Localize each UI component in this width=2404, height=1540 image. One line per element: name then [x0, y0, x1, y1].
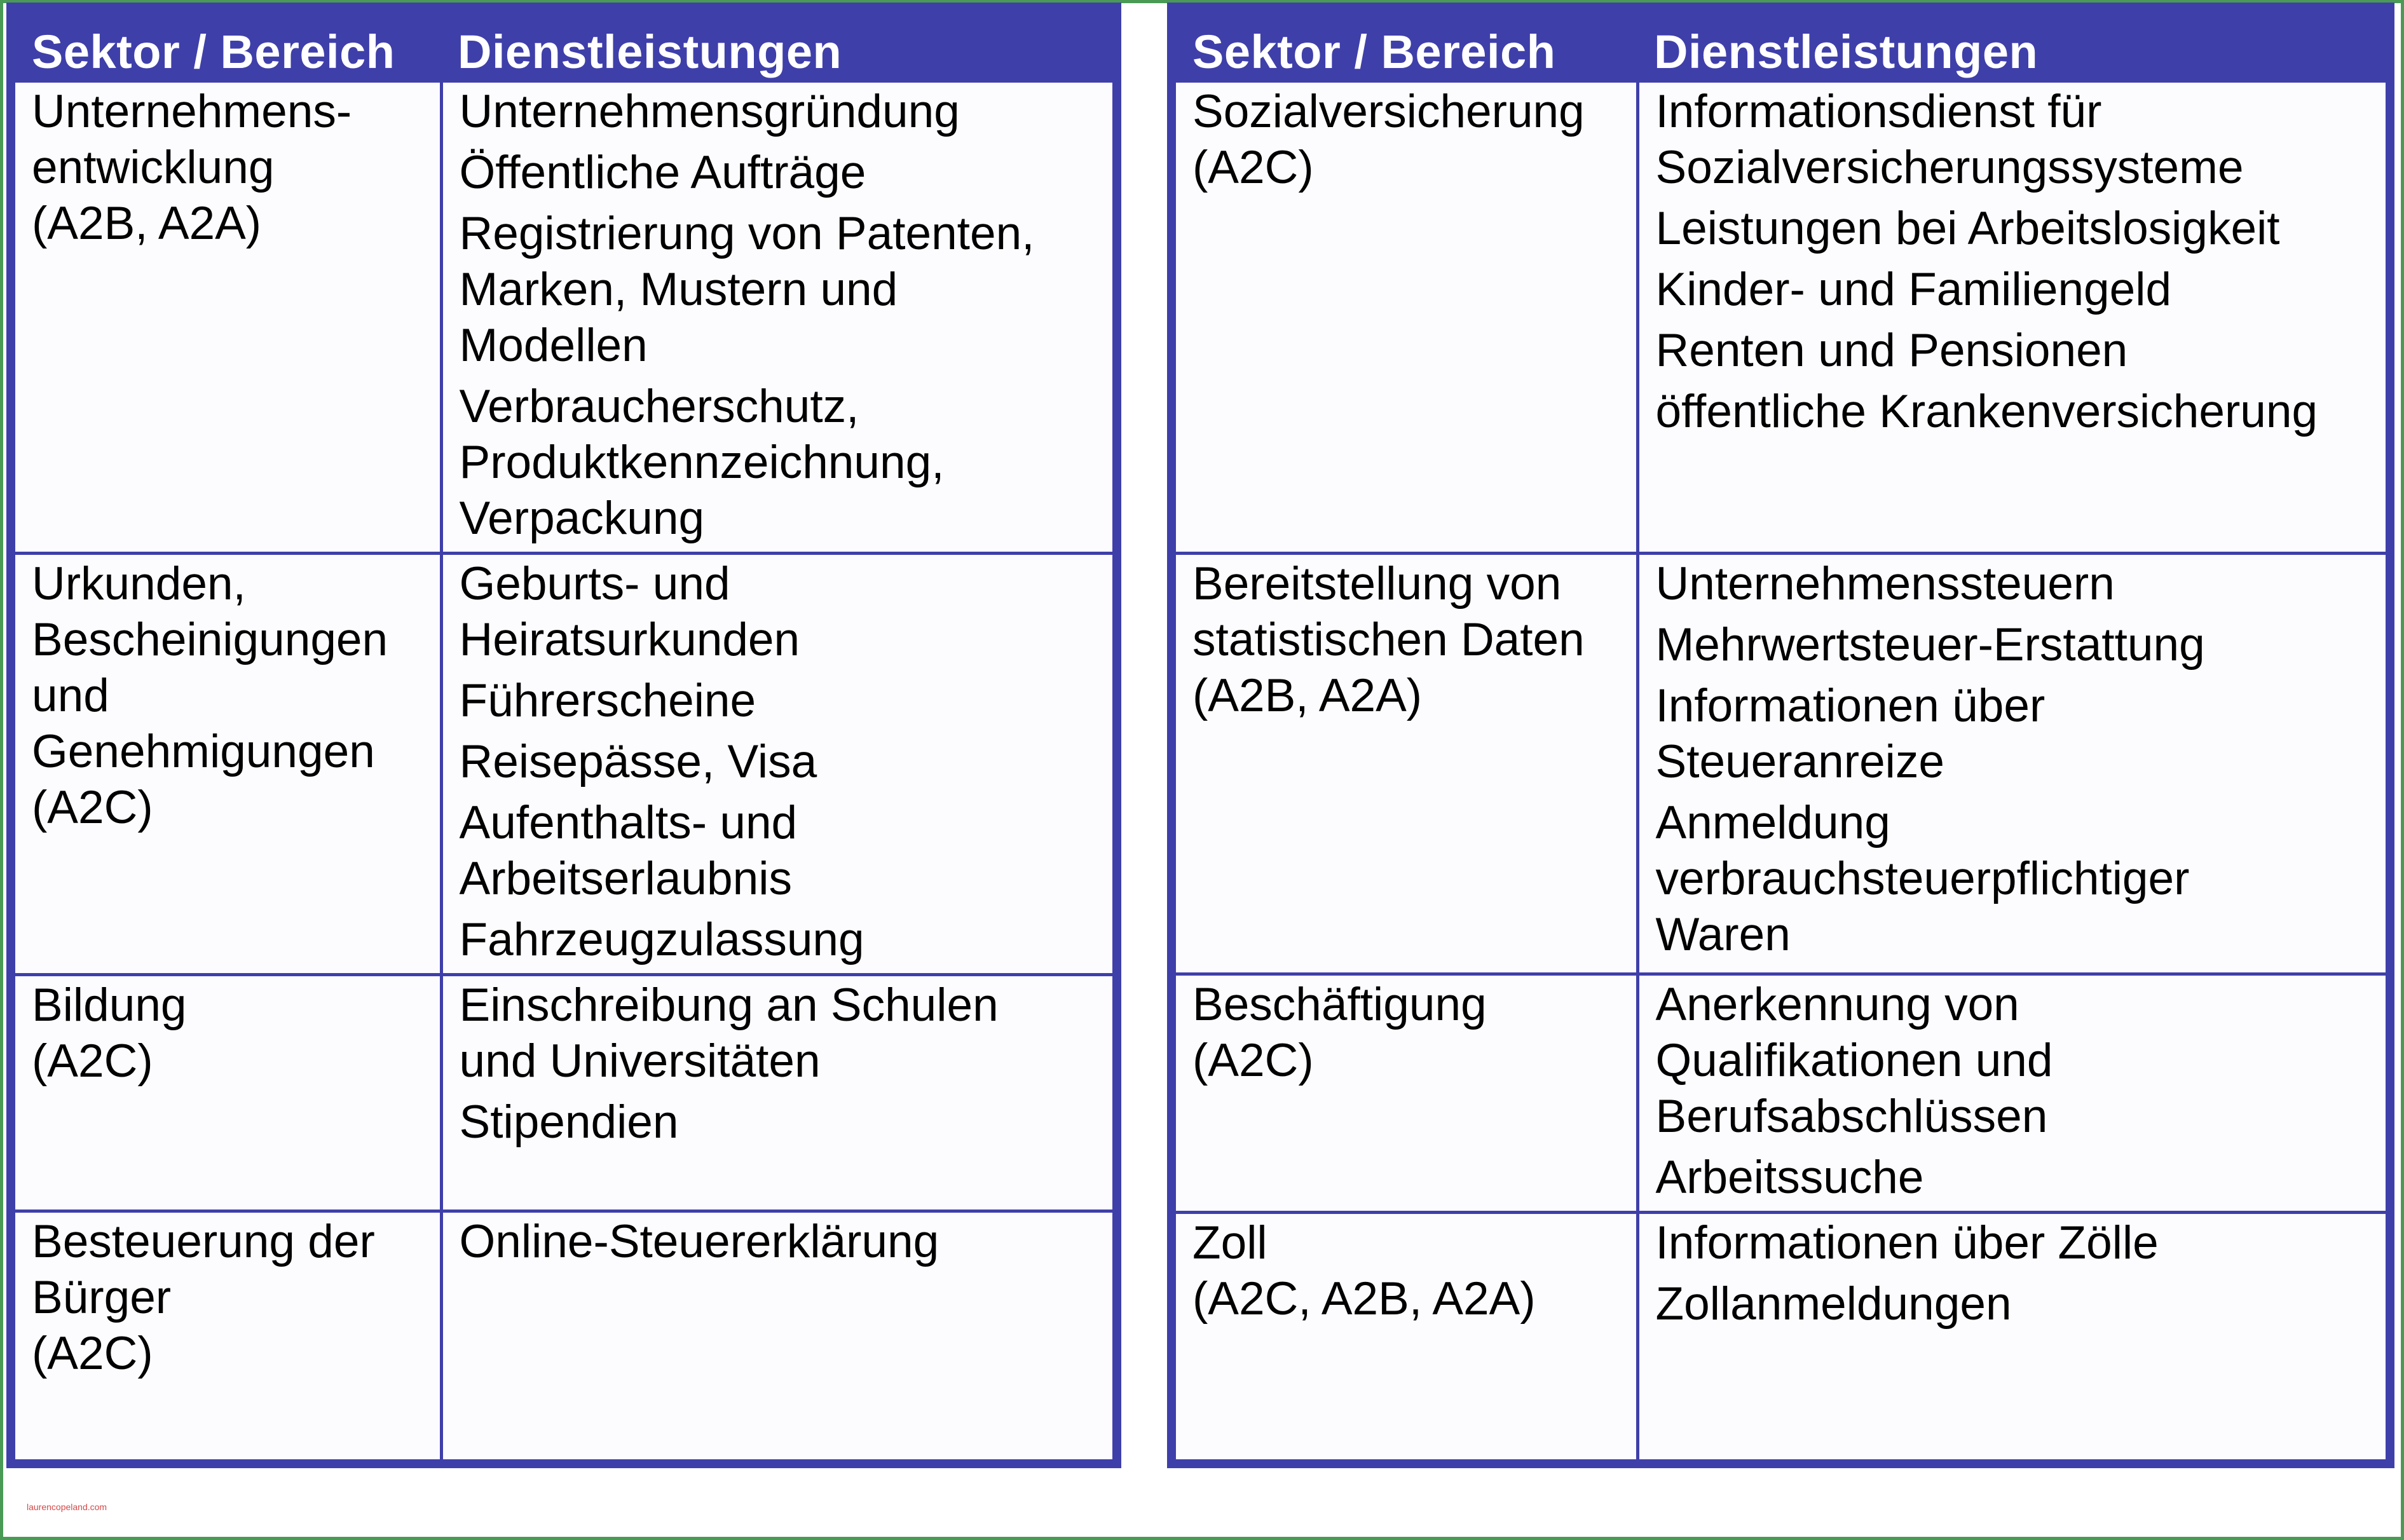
service-line: Berufsabschlüssen	[1655, 1090, 2048, 1142]
sector-line: (A2C)	[1192, 142, 1314, 193]
service-line: Verbraucherschutz,	[459, 381, 859, 432]
sector-line: Bescheinigungen	[32, 614, 388, 665]
table-row	[1176, 974, 2386, 1212]
service-line: Arbeitserlaubnis	[459, 853, 792, 904]
service-item	[1656, 1150, 2380, 1206]
left-table-panel	[6, 3, 1121, 1468]
services-cell	[1637, 83, 2386, 553]
services-cell	[1637, 974, 2386, 1212]
table-header-row	[15, 11, 1112, 83]
service-item	[460, 673, 1107, 729]
sector-cell	[15, 975, 441, 1211]
service-line: Produktkennzeichnung,	[459, 437, 945, 488]
sector-line: und	[32, 670, 109, 721]
service-item	[460, 379, 1107, 547]
sector-line: (A2C)	[32, 1328, 153, 1379]
table-row	[1176, 83, 2386, 553]
service-line: Verpackung	[459, 493, 705, 544]
right-services-table	[1176, 11, 2386, 1459]
table-row	[15, 554, 1112, 975]
table-row	[1176, 553, 2386, 974]
sector-line: Zoll	[1192, 1216, 1267, 1269]
service-item	[1656, 617, 2380, 673]
column-header-services: Dienstleistungen	[1637, 11, 2386, 83]
service-line: Heiratsurkunden	[459, 614, 800, 665]
services-cell	[1637, 1212, 2386, 1459]
left-services-table	[15, 11, 1112, 1459]
service-line: Geburts- und	[459, 558, 730, 610]
sector-line: Urkunden,	[32, 558, 246, 610]
sector-line: (A2B, A2A)	[1192, 669, 1423, 721]
service-line: und Universitäten	[459, 1035, 821, 1087]
service-item	[1656, 556, 2380, 612]
sector-line: Genehmigungen	[32, 726, 375, 777]
sector-line: (A2C)	[32, 782, 153, 833]
sector-line: Sozialversicherung	[1192, 86, 1585, 137]
services-cell	[1637, 553, 2386, 974]
table-row	[1176, 1212, 2386, 1459]
sector-cell	[15, 554, 441, 975]
sector-line: Bereitstellung von	[1192, 557, 1562, 610]
sector-line: entwicklung	[32, 142, 275, 193]
service-line: Steueranreize	[1655, 735, 1945, 787]
service-line: Fahrzeugzulassung	[459, 914, 864, 965]
service-line: Waren	[1655, 908, 1791, 960]
service-line: Qualifikationen und	[1655, 1034, 2053, 1086]
sector-line: Besteuerung der	[32, 1216, 375, 1267]
service-item	[1656, 977, 2380, 1145]
service-line: Mehrwertsteuer-Erstattung	[1655, 618, 2205, 671]
service-line: Reisepässe, Visa	[459, 736, 817, 787]
service-item	[460, 912, 1107, 968]
right-table-panel	[1167, 3, 2394, 1468]
service-line: Marken, Mustern und	[459, 264, 898, 315]
service-line: Informationsdienst für	[1655, 86, 2102, 137]
sector-cell	[15, 83, 441, 554]
sector-line: (A2C)	[1192, 1034, 1314, 1086]
service-line: Registrierung von Patenten,	[459, 208, 1035, 259]
service-line: Anerkennung von	[1655, 978, 2019, 1030]
column-header-services: Dienstleistungen	[441, 11, 1112, 83]
table-row	[15, 1211, 1112, 1460]
service-item	[1656, 201, 2380, 257]
sector-cell	[15, 1211, 441, 1460]
table-header-row	[1176, 11, 2386, 83]
service-item	[460, 145, 1107, 201]
service-line: Modellen	[459, 320, 648, 371]
service-line: Renten und Pensionen	[1655, 325, 2128, 376]
table-row	[15, 975, 1112, 1211]
service-item	[1656, 678, 2380, 790]
services-cell	[441, 554, 1112, 975]
service-item	[460, 1094, 1107, 1150]
sector-line: Unternehmens-	[32, 86, 352, 137]
service-line: Anmeldung	[1655, 796, 1890, 848]
service-line: Online-Steuererklärung	[459, 1216, 939, 1267]
sector-cell	[1176, 553, 1637, 974]
column-header-sector: Sektor / Bereich	[15, 11, 441, 83]
service-item	[460, 978, 1107, 1089]
sector-line: (A2B, A2A)	[32, 198, 262, 249]
service-item	[460, 84, 1107, 140]
sector-line: Beschäftigung	[1192, 978, 1487, 1030]
sector-cell	[1176, 1212, 1637, 1459]
service-item	[1656, 323, 2380, 379]
sector-line: statistischen Daten	[1192, 613, 1585, 665]
column-header-sector: Sektor / Bereich	[1176, 11, 1637, 83]
watermark-text: laurencopeland.com	[27, 1502, 107, 1512]
sector-line: (A2C)	[32, 1035, 153, 1087]
service-item	[460, 206, 1107, 374]
service-line: Unternehmensgründung	[459, 86, 960, 137]
sector-cell	[1176, 974, 1637, 1212]
service-line: Informationen über	[1655, 679, 2045, 732]
service-item	[1656, 384, 2380, 440]
service-line: Stipendien	[459, 1096, 679, 1148]
service-item	[460, 1214, 1107, 1270]
sector-cell	[1176, 83, 1637, 553]
service-item	[460, 556, 1107, 668]
service-line: Aufenthalts- und	[459, 797, 798, 848]
service-line: öffentliche Krankenversicherung	[1655, 386, 2318, 437]
service-item	[1656, 795, 2380, 963]
sector-line: (A2C, A2B, A2A)	[1192, 1272, 1536, 1325]
table-row	[15, 83, 1112, 554]
service-line: Sozialversicherungssysteme	[1655, 142, 2244, 193]
service-item	[1656, 84, 2380, 196]
sector-line: Bürger	[32, 1272, 172, 1323]
service-line: Unternehmenssteuern	[1655, 557, 2115, 610]
services-cell	[441, 1211, 1112, 1460]
service-line: Zollanmeldungen	[1655, 1278, 2012, 1330]
services-cell	[441, 83, 1112, 554]
services-cell	[441, 975, 1112, 1211]
service-line: Informationen über Zölle	[1655, 1216, 2159, 1269]
service-item	[460, 795, 1107, 907]
service-line: Kinder- und Familiengeld	[1655, 264, 2172, 315]
service-item	[1656, 1276, 2380, 1332]
service-item	[1656, 262, 2380, 318]
service-line: Führerscheine	[459, 675, 756, 726]
service-item	[1656, 1215, 2380, 1271]
service-line: Öffentliche Aufträge	[459, 147, 866, 198]
service-line: Leistungen bei Arbeitslosigkeit	[1655, 203, 2280, 254]
sector-line: Bildung	[32, 979, 187, 1031]
service-item	[460, 734, 1107, 790]
service-line: Arbeitssuche	[1655, 1151, 1924, 1203]
service-line: verbrauchsteuerpflichtiger	[1655, 852, 2190, 904]
service-line: Einschreibung an Schulen	[459, 979, 999, 1031]
